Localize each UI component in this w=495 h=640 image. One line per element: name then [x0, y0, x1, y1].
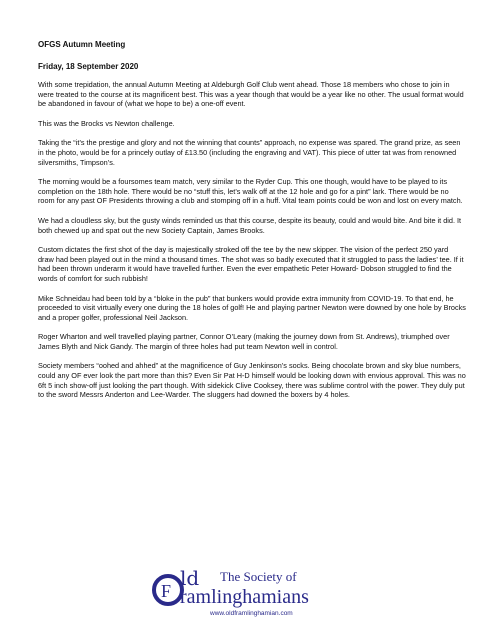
- logo-line-old: ld: [180, 566, 200, 590]
- document-title: OFGS Autumn Meeting: [38, 40, 126, 49]
- paragraph-3: Taking the “it’s the prestige and glory and not the winning that counts” approach, no expense was spared. The grand prize, as seen in the photo, would be for a princely outlay of £13.50 (including the engraving and VAT). This piece of utter tat was from renowned silversmiths, Timpson’s.: [38, 138, 461, 167]
- society-logo: [150, 566, 350, 628]
- document-date: Friday, 18 September 2020: [38, 62, 139, 71]
- paragraph-4: The morning would be a foursomes team match, very similar to the Ryder Cup. This one though, would have to be played to its completion on the 18th hole. There would be no “stuff this, let’s walk off at the 12 hole and go for a pint” lark. There would be no room for any past OF Presidents throwing a club and stomping off in a huff. Vital team points could be won and lost on every match.: [38, 177, 463, 206]
- document-page: [38, 40, 466, 410]
- paragraph-7: Mike Schneidau had been told by a “bloke in the pub” that bunkers would provide extra immunity from COVID-19. To that end, he proceeded to visit virtually every one during the 18 holes of golf! He and playing partner Newton were downed by one hole by Brocks and a proper golfer, professional Neil Jackson.: [38, 293, 466, 322]
- logo-line-framlinghamians: ramlinghamians: [180, 586, 309, 608]
- paragraph-9: Society members “oohed and ahhed” at the magnificence of Guy Jenkinson’s socks. Being chocolate brown and sky blue numbers, could any OF ever look the part more than this? Even Sir Pat H-D himself would be looking down with envious approval. This was no 6ft 5 inch show-off just looking the part though. With sidekick Clive Cooksey, there was sublime control with the power. They duly put to the sword Messrs Anderton and Lee-Warder. The sluggers had downed the boxers by 4 holes.: [38, 361, 466, 400]
- paragraph-1: With some trepidation, the annual Autumn Meeting at Aldeburgh Golf Club went ahead. Those 18 members who chose to join in were treated to the course at its magnificent best. This was a year though that would be a year like no other. The usual format would be abandoned in favour of (what we hope to be) a one-off event.: [38, 80, 464, 109]
- logo-line-society: The Society of: [220, 569, 297, 584]
- paragraph-6: Custom dictates the first shot of the day is majestically stroked off the tee by the new skipper. The vision of the perfect 250 yard draw had been played out in the mind a thousand times. The shot was so badly executed that it struggled to pass the ladies’ tee. If it had been thrown underarm it would have travelled further. Even the ever empathetic Peter Howard- Dobson struggled to find the words of comfort for such rubbish!: [38, 245, 464, 283]
- logo-url[interactable]: www.oldframlinghamian.com: [210, 610, 293, 617]
- paragraph-5: We had a cloudless sky, but the gusty winds reminded us that this course, despite its beauty, could and would bite. And bite it did. It both chewed up and spat out the new Society Captain, James Brooks.: [38, 215, 462, 235]
- svg-text:F: F: [161, 581, 172, 601]
- paragraph-2: This was the Brocks vs Newton challenge.: [38, 118, 175, 128]
- paragraph-8: Roger Wharton and well travelled playing partner, Connor O’Leary (making the journey down from St. Andrews), triumphed over James Blyth and Nick Gandy. The margin of three holes had put team Newton well in control.: [38, 332, 450, 351]
